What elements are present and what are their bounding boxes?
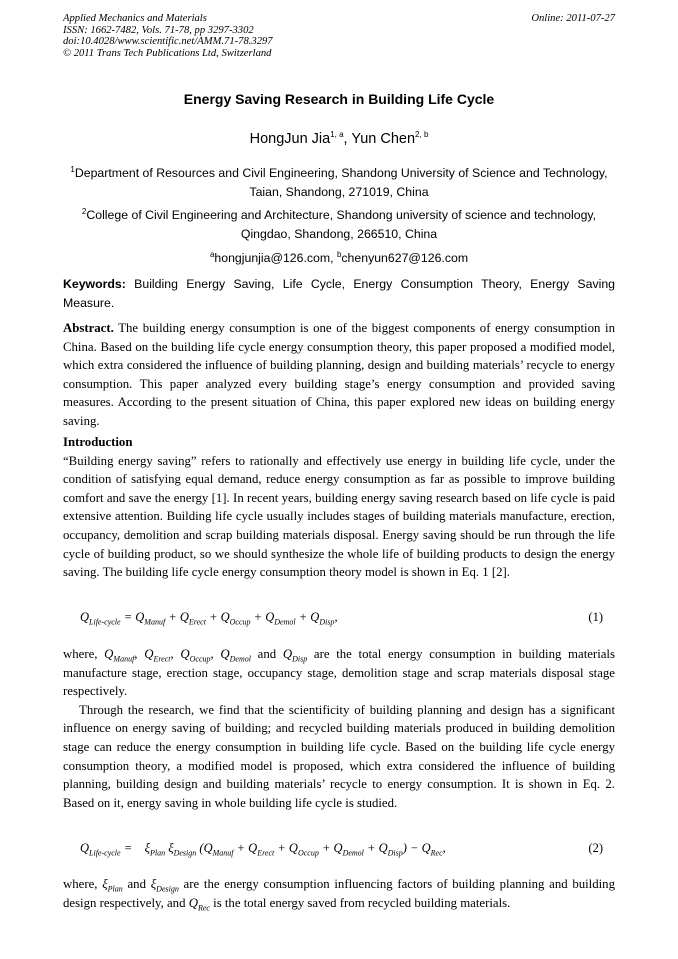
email-a: hongjunjia@126.com bbox=[214, 251, 331, 265]
online-date: Online: 2011-07-27 bbox=[531, 13, 615, 24]
authors: HongJun Jia$^{1, a}$, Yun Chen$^{2, b}$ bbox=[249, 130, 429, 147]
equation-2: $Q_{Life-cycle}$ = $\xi_{Plan}$ $\xi_{Design}$ $(Q_{Manuf} + Q_{Erect} + Q_{Occup} + Q_{Demol} + Q_{Disp}) - Q_{Rec}$, (2) bbox=[80, 841, 603, 858]
issn: ISSN: 1662-7482, Vols. 71-78, pp 3297-3302 bbox=[63, 24, 254, 36]
paper-title: Energy Saving Research in Building Life Cycle bbox=[183, 91, 495, 107]
copyright: © 2011 Trans Tech Publications Ltd, Switzerland bbox=[63, 47, 272, 59]
author-1: HongJun Jia bbox=[249, 131, 331, 147]
section-heading: Introduction bbox=[63, 435, 133, 449]
email-b: chenyun627@126.com bbox=[341, 251, 469, 265]
doi: doi:10.4028/www.scientific.net/AMM.71-78.3297 bbox=[63, 36, 273, 48]
affiliation-1: $^1$Department of Resources and Civil Engineering, Shandong University of Science and Technology, Taian, Shandong, 271019, China bbox=[70, 164, 608, 199]
where-paragraph-2: where, $\xi_{Plan}$ and $\xi_{Design}$ are the energy consumption influencing factors of building planning and building design respectively, and $Q_{Rec}$ is the total energy saved from recycled building materials. bbox=[63, 877, 615, 913]
equation-number-1: (1) bbox=[588, 610, 603, 624]
intro-paragraph-3: Through the research, we find that the scientificity of building planning and design has a significant influence on energy saving of building; and recycled building materials produced in building demolition stage can reduce the energy consumption in building life cycle. Based on the building life cycle energy consumption theory, a modified model is proposed, which extra considered the influence of building planning, building design and building materials’ recycle to energy consumption. It is shown in Eq. 2. Based on it, energy saving in whole building life cycle is studied. bbox=[63, 702, 615, 810]
keywords: Keywords: Building Energy Saving, Life Cycle, Energy Consumption Theory, Energy Saving Measure. bbox=[63, 277, 615, 310]
abstract: Abstract. The building energy consumption is one of the biggest components of energy consumption in China. Based on the building life cycle energy consumption theory, this paper proposed a modified model, which extra considered the influence of building planning, design and building materials’ recycle to energy consumption. This paper analyzed every building stage’s energy consumption and provided saving measures. According to the present situation of China, this paper explored new ideas on building energy saving. bbox=[63, 321, 615, 428]
equation-number-2: (2) bbox=[588, 841, 603, 855]
affiliation-2: $^2$College of Civil Engineering and Architecture, Shandong university of science and technology, Qingdao, Shandong, 266510, China bbox=[81, 206, 597, 241]
introduction bbox=[63, 433, 615, 582]
equation-1: $Q_{Life-cycle} = Q_{Manuf} + Q_{Erect} + Q_{Occup} + Q_{Demol} + Q_{Disp}$, (1) bbox=[80, 610, 603, 627]
intro-paragraph-1: “Building energy saving” refers to rationally and effectively use energy in building life cycle, under the condition of satisfying equal demand, reduce energy consumption as far as possible to improve building comfort and save the energy [1]. In recent years, building energy saving research based on life cycle is paid extensive attention. Building life cycle usually includes stages of building materials manufacture, erection, occupancy, demolition and scrap building materials disposal. Energy saving should be run through the life cycle of building product, so we should synthesize the whole life of building products to design the energy saving. The building life cycle energy consumption theory model is shown in Eq. 1 [2]. bbox=[63, 453, 615, 580]
author-2: Yun Chen bbox=[351, 131, 416, 147]
where-paragraph-1: where, $Q_{Manuf}$, $Q_{Erect}$, $Q_{Occup}$, $Q_{Demol}$ and $Q_{Disp}$ are the total energy consumption in building materials manufacture stage, erection stage, occupancy stage, demolition stage and scrap materials disposal stage respectively. Through the research, we find that the scientificity of building planning and design has a significant influence on energy saving of building; and recycled building materials produced in building demolition stage can reduce the energy consumption in building life cycle. Based on the building life cycle energy consumption theory, a modified model is proposed, which extra considered the influence of building planning, building design and building materials’ recycle to energy consumption. It is shown in Eq. 2. Based on it, energy saving in whole building life cycle is studied. bbox=[63, 645, 615, 812]
author-emails: $^a$hongjunjia@126.com, $^b$chenyun627@126.com bbox=[209, 249, 469, 265]
journal-header bbox=[63, 13, 273, 59]
journal-name: Applied Mechanics and Materials bbox=[63, 13, 207, 24]
